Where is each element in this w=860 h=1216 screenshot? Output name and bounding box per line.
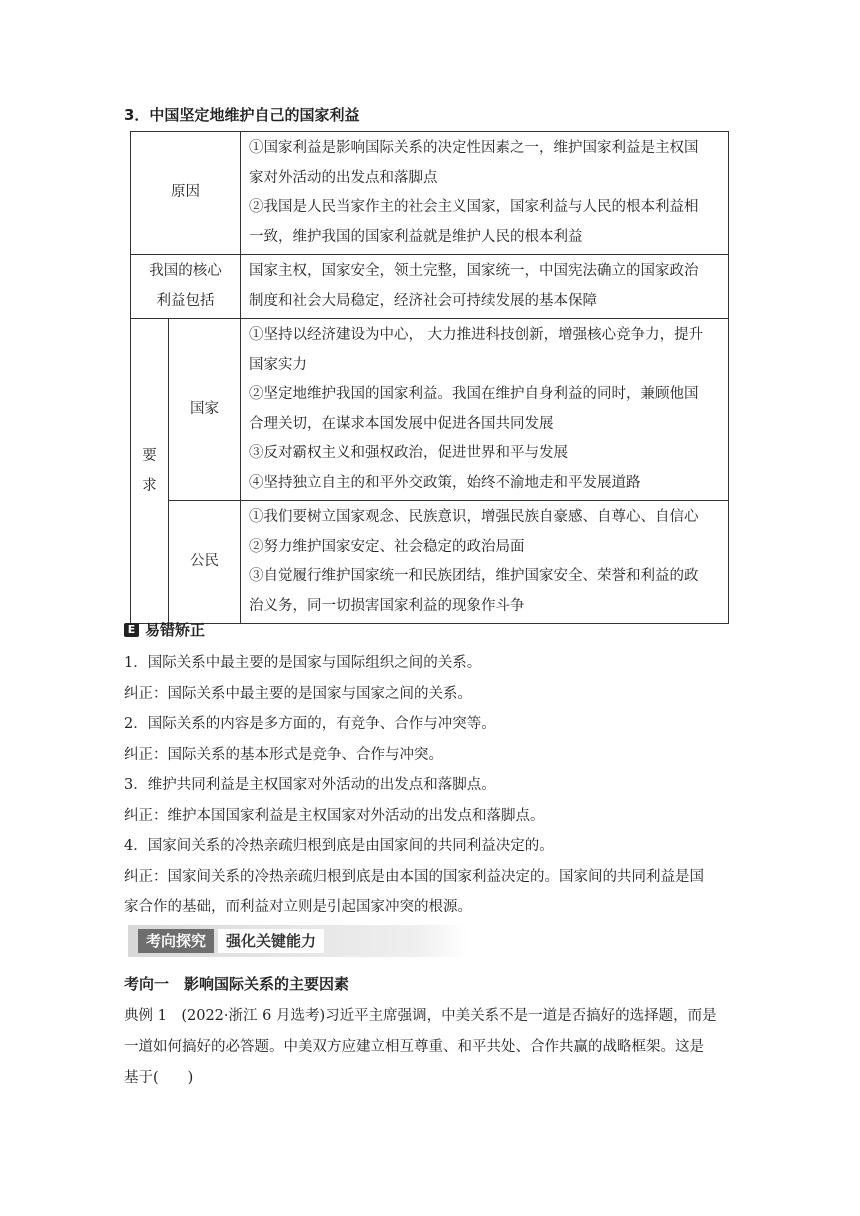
req-label-char: 求 <box>142 478 157 494</box>
state-line: ①坚持以经济建设为中心， 大力推进科技创新，增强核心竞争力，提升 <box>249 327 704 343</box>
banner-subtitle: 强化关键能力 <box>218 929 324 953</box>
state-line: 国家实力 <box>249 356 307 373</box>
citizen-line: ③自觉履行维护国家统一和民族团结，维护国家安全、荣誉和利益的政 <box>249 568 699 584</box>
direction-title: 考向一 影响国际关系的主要因素 <box>124 975 350 993</box>
citizen-line: ②努力维护国家安定、社会稳定的政治局面 <box>249 538 525 555</box>
reason-line: 一致，维护我国的国家利益就是维护人民的根本利益 <box>249 228 583 245</box>
core-interests-cell <box>241 255 729 319</box>
table-row-core-interests <box>131 255 729 319</box>
state-line: ③反对霸权主义和强权政治，促进世界和平与发展 <box>249 445 568 461</box>
reason-line: ②我国是人民当家作主的社会主义国家，国家利益与人民的根本利益相 <box>249 199 699 215</box>
table-row-reason <box>131 132 729 255</box>
correction-line: 纠正：国际关系的基本形式是竞争、合作与冲突。 <box>124 746 443 763</box>
citizen-requirements-cell <box>241 501 729 624</box>
core-line: 制度和社会大局稳定，经济社会可持续发展的基本保障 <box>249 292 597 309</box>
citizen-line: ①我们要树立国家观念、民族意识，增强民族自豪感、自尊心、自信心 <box>249 509 699 525</box>
example-line: 基于( ) <box>124 1070 194 1086</box>
correction-line: 1．国际关系中最主要的是国家与国际组织之间的关系。 <box>124 655 482 671</box>
correction-line: 4．国家间关系的冷热亲疏归根到底是由国家间的共同利益决定的。 <box>124 838 554 854</box>
national-interest-table <box>130 131 729 624</box>
correction-line: 2．国际关系的内容是多方面的，有竞争、合作与冲突等。 <box>124 716 496 732</box>
correction-line: 家合作的基础，而利益对立则是引起国家冲突的根源。 <box>124 899 472 915</box>
sub-label-citizen: 公民 <box>169 501 241 624</box>
table-row-requirements-citizen <box>131 501 729 624</box>
corrections-title: 易错矫正 <box>145 621 206 639</box>
row-label-core-interests <box>131 255 241 319</box>
corrections-list <box>124 648 736 923</box>
correction-line: 3．维护共同利益是主权国家对外活动的出发点和落脚点。 <box>124 777 496 793</box>
example-line: 一道如何搞好的必答题。中美双方应建立相互尊重、和平共处、合作共赢的战略框架。这是 <box>124 1039 704 1055</box>
state-line: 合理关切，在谋求本国发展中促进各国共同发展 <box>249 415 554 432</box>
example-question <box>124 1001 736 1094</box>
citizen-line: 治义务，同一切损害国家利益的现象作斗争 <box>249 597 525 614</box>
sub-label-state: 国家 <box>169 319 241 501</box>
correction-line: 纠正：国家间关系的冷热亲疏归根到底是由本国的国家利益决定的。国家间的共同利益是国 <box>124 868 704 885</box>
corrections-header <box>124 619 205 640</box>
core-line: 国家主权，国家安全，领土完整，国家统一，中国宪法确立的国家政治 <box>249 263 699 279</box>
section-heading: 3．中国坚定地维护自己的国家利益 <box>124 106 360 124</box>
reason-line: 家对外活动的出发点和落脚点 <box>249 169 438 186</box>
error-correction-icon: E <box>124 623 139 637</box>
row-label-reason: 原因 <box>131 132 241 255</box>
example-line: 典例 1 (2022·浙江 6 月选考)习近平主席强调，中美关系不是一道是否搞好的选择题，而是 <box>124 1008 717 1024</box>
banner-tag: 考向探究 <box>138 929 214 953</box>
req-label-char: 要 <box>142 448 157 464</box>
table-row-requirements-state <box>131 319 729 501</box>
state-requirements-cell <box>241 319 729 501</box>
core-label-line: 利益包括 <box>156 292 215 309</box>
row-label-requirements <box>131 319 169 624</box>
reason-line: ①国家利益是影响国际关系的决定性因素之一，维护国家利益是主权国 <box>249 140 699 156</box>
state-line: ②坚定地维护我国的国家利益。我国在维护自身利益的同时，兼顾他国 <box>249 386 699 402</box>
core-label-line: 我国的核心 <box>149 263 222 279</box>
reason-cell <box>241 132 729 255</box>
section-banner <box>128 925 468 957</box>
state-line: ④坚持独立自主的和平外交政策，始终不渝地走和平发展道路 <box>249 474 641 491</box>
correction-line: 纠正：国际关系中最主要的是国家与国家之间的关系。 <box>124 685 472 702</box>
correction-line: 纠正：维护本国国家利益是主权国家对外活动的出发点和落脚点。 <box>124 807 545 824</box>
